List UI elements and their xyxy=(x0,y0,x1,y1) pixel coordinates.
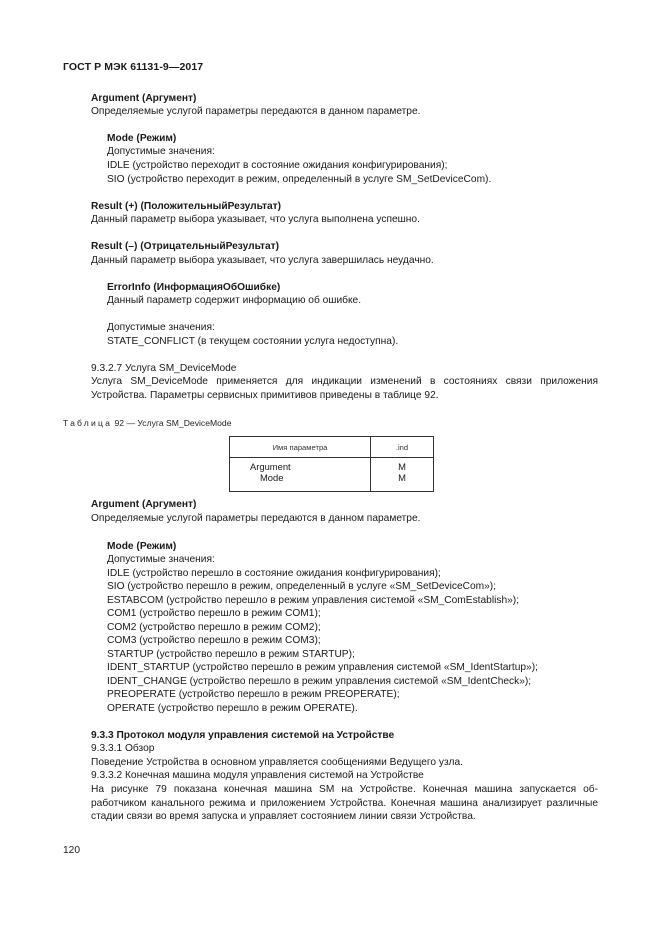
mode-value: PREOPERATE (устройство перешло в режим PREOPERATE); xyxy=(107,689,400,700)
mode-value: COM3 (устройство перешло в режим COM3); xyxy=(107,635,321,646)
section-paragraph-9327 xyxy=(91,375,598,402)
subsection-heading-9331: 9.3.3.1 Обзор xyxy=(91,743,155,754)
parameter-table xyxy=(229,436,434,492)
subsection-paragraph-9332 xyxy=(91,783,598,824)
errorinfo-allowed-label: Допустимые значения: xyxy=(107,322,215,333)
column-header-ind: .ind xyxy=(371,437,434,458)
mode-value: IDENT_CHANGE (устройство перешло в режим управления системой «SM_IdentCheck»); xyxy=(107,676,532,687)
subsection-paragraph-text: На рисунке 79 показана конечная машина SM на Устройстве. Конечная машина запускается об-работчиком канального режима и приложением Устройства. Конечная машина анализирует различные стадии связи во время запуска и управляет состоянием линии связи Устройства. xyxy=(91,784,598,823)
result-negative-title: Result (–) (ОтрицательныйРезультат) xyxy=(91,241,280,252)
mode-allowed-label: Допустимые значения: xyxy=(107,146,215,157)
param-ind: M xyxy=(398,461,406,472)
mode-title-2: Mode (Режим) xyxy=(107,541,177,552)
param-ind: M xyxy=(398,472,406,483)
table-caption-title: 92 — Услуга SM_DeviceMode xyxy=(114,418,232,428)
mode-value: OPERATE (устройство перешло в режим OPERATE). xyxy=(107,703,358,714)
result-positive-description: Данный параметр выбора указывает, что услуга выполнена успешно. xyxy=(91,214,420,225)
mode-value: IDLE (устройство перешло в состояние ожидания конфигурирования); xyxy=(107,568,441,579)
argument-description-2: Определяемые услугой параметры передаются в данном параметре. xyxy=(91,513,421,524)
mode-value: COM1 (устройство перешло в режим COM1); xyxy=(107,608,321,619)
table-caption xyxy=(63,418,231,428)
table-header-row xyxy=(230,437,434,458)
subsection-text-9331: Поведение Устройства в основном управляется сообщениями Ведущего узла. xyxy=(91,757,463,768)
mode-allowed-label-2: Допустимые значения: xyxy=(107,554,215,565)
mode-value: IDENT_STARTUP (устройство перешло в режим управления системой «SM_IdentStartup»); xyxy=(107,662,538,673)
errorinfo-title: ErrorInfo (ИнформацияОбОшибке) xyxy=(107,282,281,293)
argument-title: Argument (Аргумент) xyxy=(91,93,197,104)
param-ind-cell xyxy=(371,458,434,492)
page-number: 120 xyxy=(63,845,80,856)
table-row xyxy=(230,458,434,492)
errorinfo-value: STATE_CONFLICT (в текущем состоянии услуга недоступна). xyxy=(107,336,399,347)
mode-value: SIO (устройство переходит в режим, определенный в услуге SM_SetDeviceCom). xyxy=(107,174,492,185)
result-negative-description: Данный параметр выбора указывает, что услуга завершилась неудачно. xyxy=(91,255,434,266)
param-name: Argument xyxy=(250,461,291,472)
argument-title-2: Argument (Аргумент) xyxy=(91,499,197,510)
mode-value: SIO (устройство перешло в режим, определенный в услуге «SM_SetDeviceCom»); xyxy=(107,581,497,592)
subsection-heading-9332: 9.3.3.2 Конечная машина модуля управления системой на Устройстве xyxy=(91,770,424,781)
mode-value: COM2 (устройство перешло в режим COM2); xyxy=(107,622,321,633)
result-positive-title: Result (+) (ПоложительныйРезультат) xyxy=(91,201,282,212)
mode-value: ESTABCOM (устройство перешло в режим управления системой «SM_ComEstablish»); xyxy=(107,595,520,606)
column-header-name: Имя параметра xyxy=(230,437,371,458)
section-heading-9327: 9.3.2.7 Услуга SM_DeviceMode xyxy=(91,363,237,374)
param-name: Mode xyxy=(260,472,284,483)
mode-title: Mode (Режим) xyxy=(107,133,177,144)
param-names-cell xyxy=(230,458,371,492)
section-title-933: 9.3.3 Протокол модуля управления системой на Устройстве xyxy=(91,730,395,741)
mode-value: IDLE (устройство переходит в состояние ожидания конфигурирования); xyxy=(107,160,448,171)
argument-description: Определяемые услугой параметры передаются в данном параметре. xyxy=(91,106,421,117)
document-header: ГОСТ Р МЭК 61131-9—2017 xyxy=(63,61,204,73)
table-caption-prefix: Таблица xyxy=(63,418,113,428)
section-paragraph-text: Услуга SM_DeviceMode применяется для индикации изменений в состояниях связи приложения Устройства. Параметры сервисных примитивов приведены в таблице 92. xyxy=(91,376,598,401)
errorinfo-description: Данный параметр содержит информацию об ошибке. xyxy=(107,295,362,306)
mode-value: STARTUP (устройство перешло в режим STARTUP); xyxy=(107,649,355,660)
